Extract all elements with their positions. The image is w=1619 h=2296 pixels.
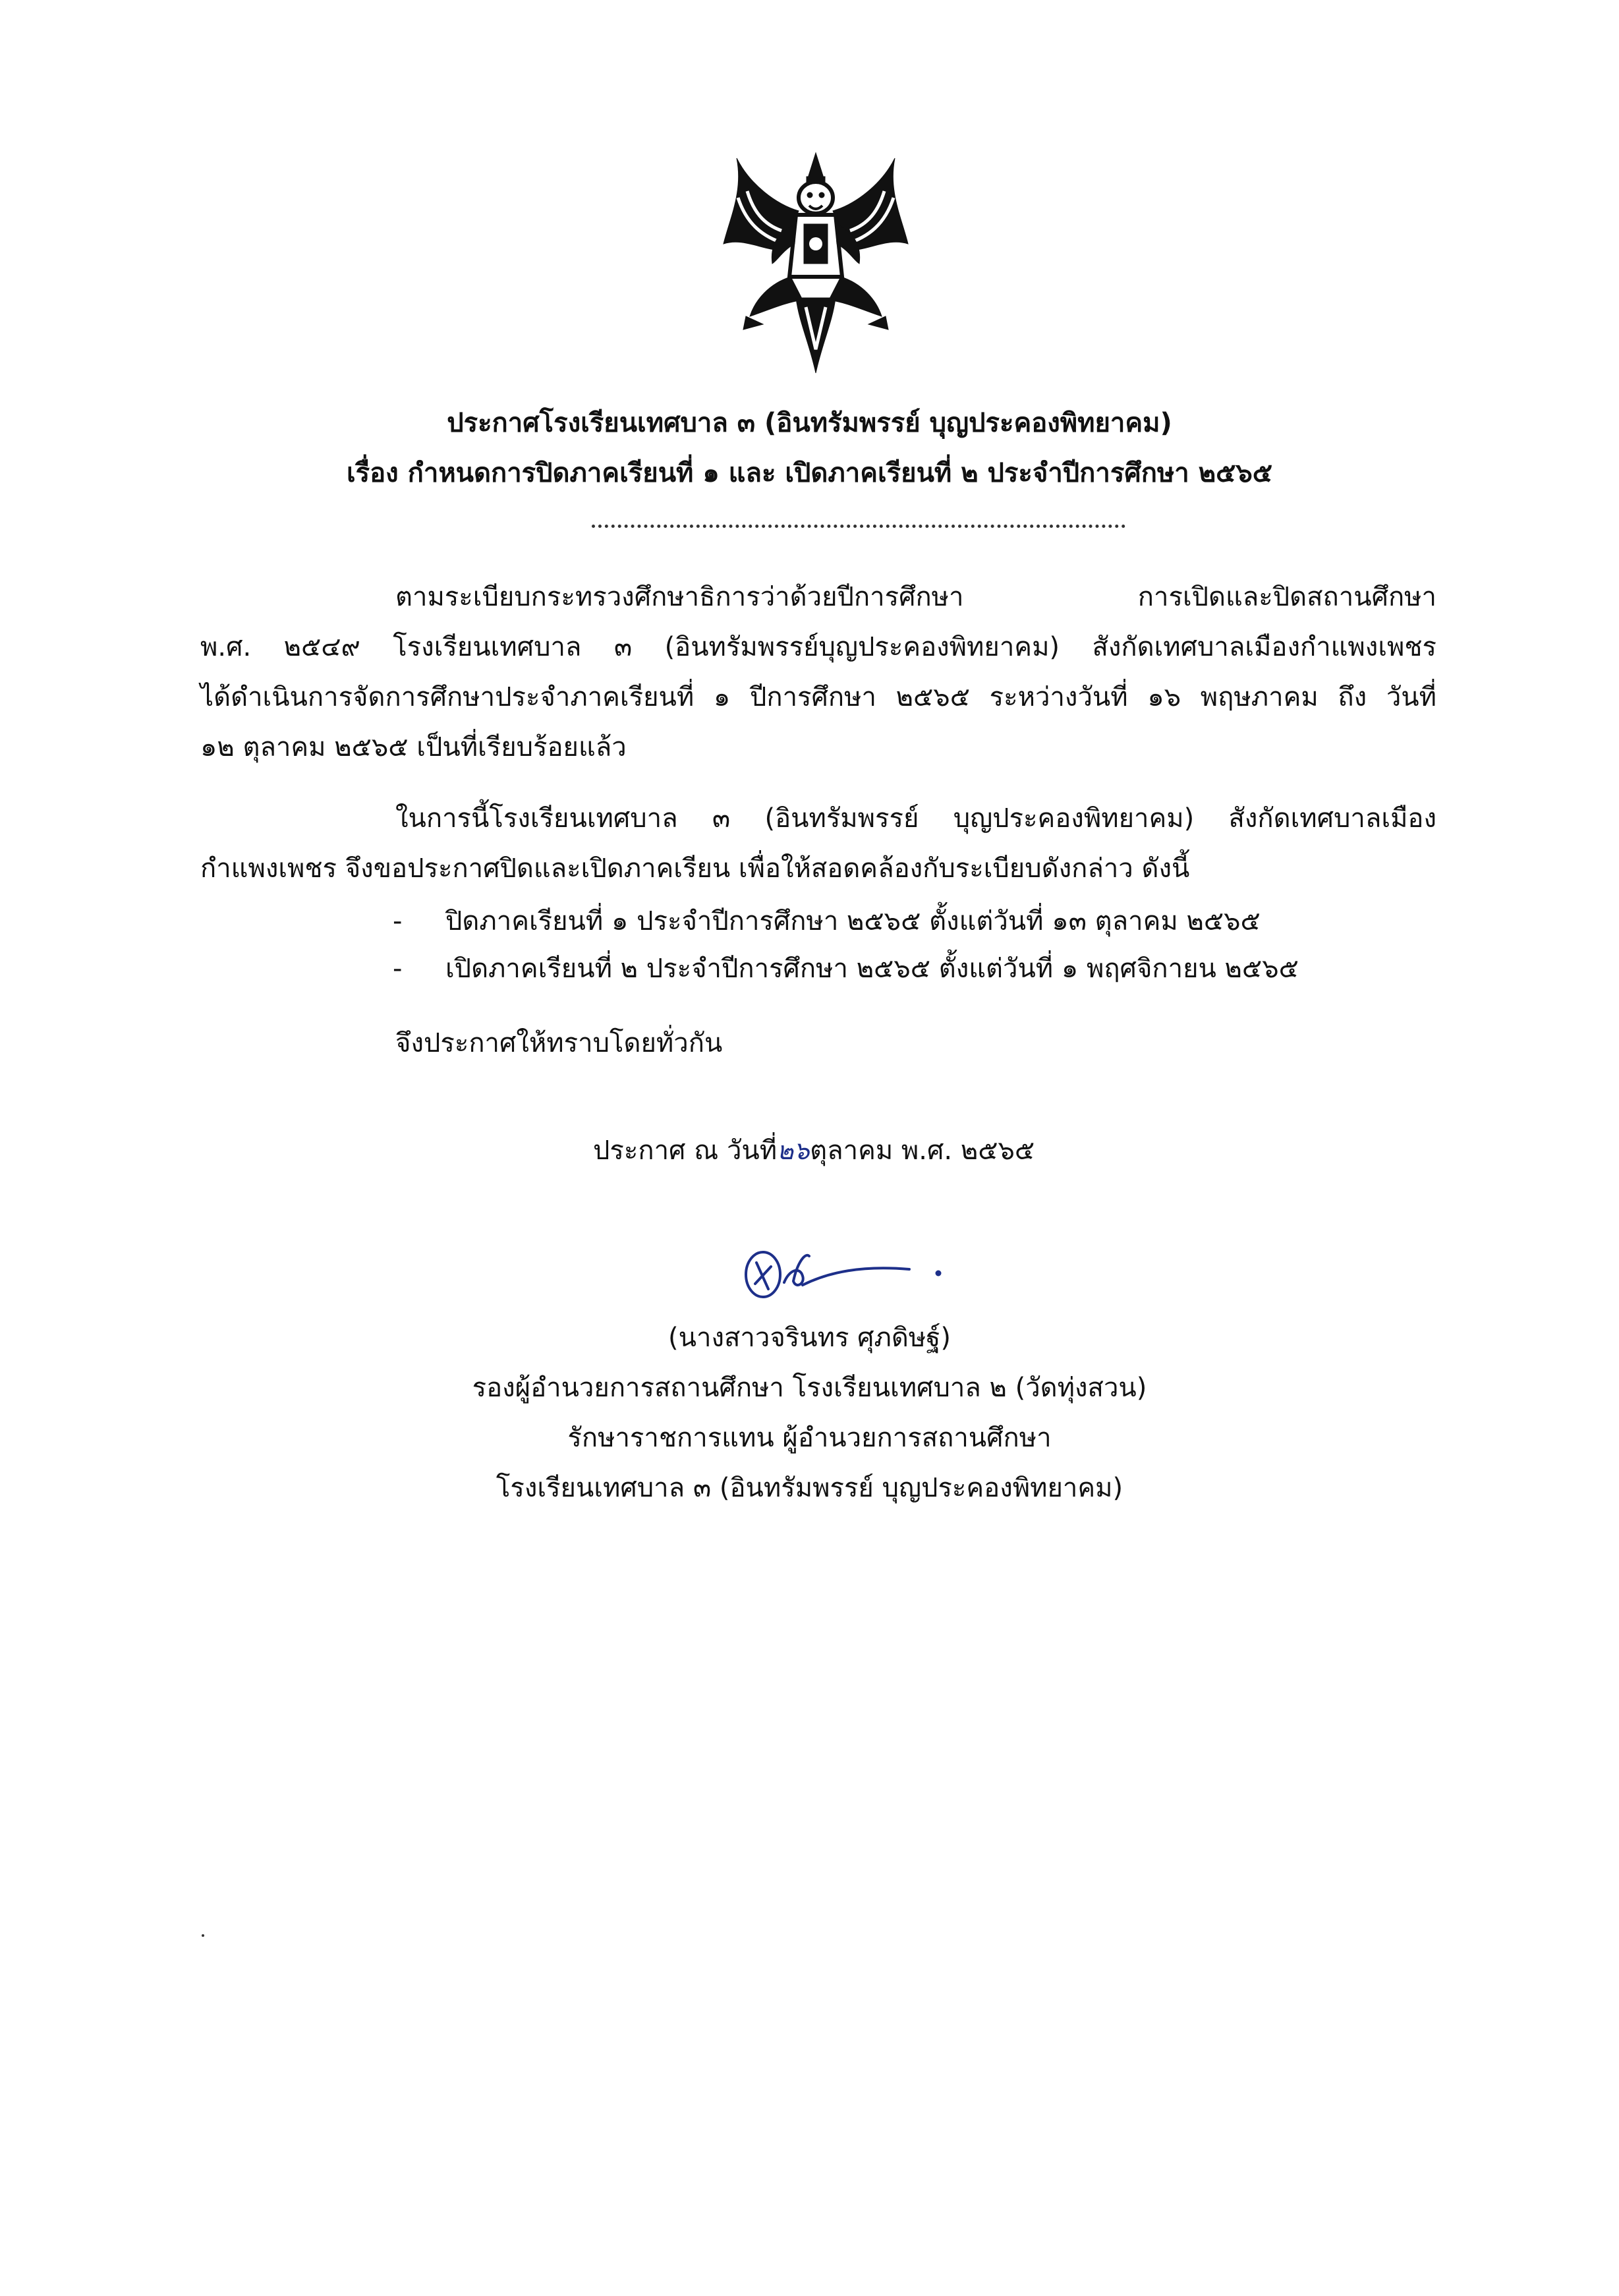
- body-paragraph-regulation: [200, 572, 1436, 772]
- announcement-title: ประกาศโรงเรียนเทศบาล ๓ (อินทรัมพรรย์ บุญประคองพิทยาคม): [447, 408, 1172, 438]
- bullet-dash: -: [393, 954, 403, 984]
- dotted-divider: [592, 525, 1125, 528]
- signer-school: โรงเรียนเทศบาล ๓ (อินทรัมพรรย์ บุญประคองพิทยาคม): [496, 1473, 1123, 1503]
- signer-name: (นางสาวจรินทร ศุภดิษฐ์): [668, 1323, 951, 1353]
- closing-statement: จึงประกาศให้ทราบโดยทั่วกัน: [395, 1028, 723, 1058]
- scan-speck: [202, 1934, 204, 1937]
- announcement-date: [593, 1131, 1035, 1170]
- paragraph-line: ๑๒ ตุลาคม ๒๕๖๕ เป็นที่เรียบร้อยแล้ว: [200, 732, 627, 762]
- signer-position: รองผู้อำนวยการสถานศึกษา โรงเรียนเทศบาล ๒ (วัดทุ่งสวน): [472, 1373, 1147, 1403]
- paragraph-line: ตามระเบียบกระทรวงศึกษาธิการว่าด้วยปีการศึกษา การเปิดและปิดสถานศึกษา: [395, 582, 1436, 612]
- paragraph-line: กำแพงเพชร จึงขอประกาศปิดและเปิดภาคเรียน เพื่อให้สอดคล้องกับระเบียบดังกล่าว ดังนี้: [200, 853, 1190, 884]
- paragraph-line: พ.ศ. ๒๕๔๙ โรงเรียนเทศบาล ๓ (อินทรัมพรรย์บุญประคองพิทยาคม) สังกัดเทศบาลเมืองกำแพงเพชร: [200, 632, 1436, 662]
- date-suffix: ตุลาคม พ.ศ. ๒๕๖๕: [810, 1135, 1035, 1166]
- date-prefix: ประกาศ ณ วันที่: [593, 1135, 778, 1166]
- signer-acting-position: รักษาราชการแทน ผู้อำนวยการสถานศึกษา: [567, 1423, 1052, 1453]
- handwritten-signature-icon: [737, 1243, 948, 1302]
- paragraph-line: ในการนี้โรงเรียนเทศบาล ๓ (อินทรัมพรรย์ บุญประคองพิทยาคม) สังกัดเทศบาลเมือง: [395, 803, 1436, 834]
- handwritten-day: ๒๖: [777, 1136, 810, 1165]
- bullet-close-semester: [393, 902, 1261, 941]
- bullet-text: เปิดภาคเรียนที่ ๒ ประจำปีการศึกษา ๒๕๖๕ ตั้งแต่วันที่ ๑ พฤศจิกายน ๒๕๖๕: [445, 954, 1299, 984]
- announcement-subject: เรื่อง กำหนดการปิดภาคเรียนที่ ๑ และ เปิดภาคเรียนที่ ๒ ประจำปีการศึกษา ๒๕๖๕: [347, 458, 1272, 488]
- body-paragraph-announcement: [200, 793, 1436, 894]
- bullet-text: ปิดภาคเรียนที่ ๑ ประจำปีการศึกษา ๒๕๖๕ ตั้งแต่วันที่ ๑๓ ตุลาคม ๒๕๖๕: [445, 906, 1261, 936]
- garuda-emblem-icon: [717, 152, 915, 376]
- bullet-dash: -: [393, 906, 403, 936]
- bullet-open-semester: [393, 949, 1299, 989]
- paragraph-line: ได้ดำเนินการจัดการศึกษาประจำภาคเรียนที่ ๑ ปีการศึกษา ๒๕๖๕ ระหว่างวันที่ ๑๖ พฤษภาคม ถึง วันที่: [200, 682, 1436, 712]
